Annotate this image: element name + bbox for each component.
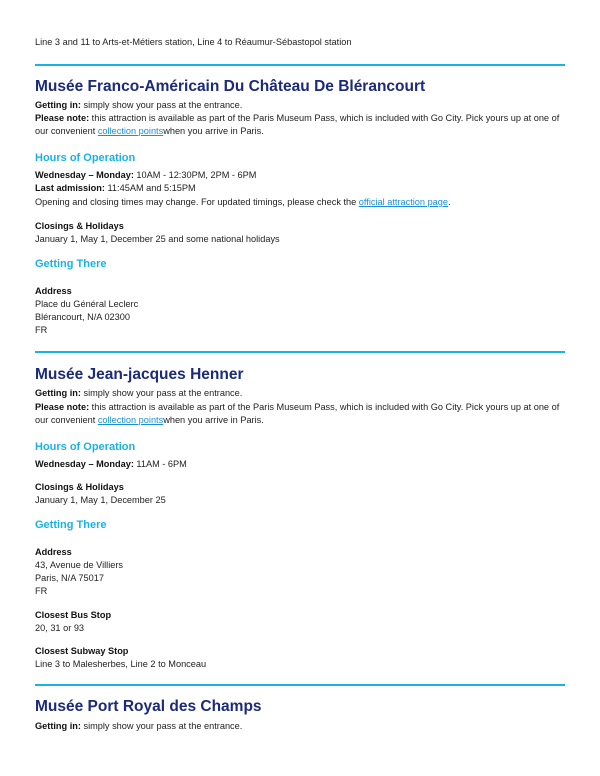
section-divider	[35, 64, 565, 66]
section-title: Musée Jean-jacques Henner	[35, 366, 244, 383]
section-divider	[35, 684, 565, 686]
official-attraction-page-link[interactable]: official attraction page	[358, 197, 449, 207]
bus-stop-label: Closest Bus Stop	[35, 610, 112, 620]
getting-in-line	[35, 99, 242, 112]
section-divider	[35, 351, 565, 353]
please-note-label: Please note:	[35, 402, 90, 412]
last-admission-value: 11:45AM and 5:15PM	[104, 183, 196, 193]
please-note-text-3: when you arrive in Paris.	[163, 415, 264, 425]
last-admission-line	[35, 182, 196, 195]
please-note-text-3: when you arrive in Paris.	[163, 126, 264, 136]
hours-value: 10AM - 12:30PM, 2PM - 6PM	[133, 170, 257, 180]
please-note-text-2: our convenient	[35, 126, 98, 136]
please-note-text: this attraction is available as part of the Paris Museum Pass, which is included with Go City. Pick yours up at one of	[89, 402, 560, 412]
closings-value: January 1, May 1, December 25 and some national holidays	[35, 234, 280, 244]
getting-in-text: simply show your pass at the entrance.	[80, 100, 243, 110]
address-label: Address	[35, 286, 72, 296]
hours-label: Wednesday – Monday:	[35, 459, 134, 469]
address-line: FR	[35, 586, 48, 596]
section-title: Musée Franco-Américain Du Château De Blérancourt	[35, 78, 426, 95]
subway-stop-label: Closest Subway Stop	[35, 646, 129, 656]
please-note-text: this attraction is available as part of the Paris Museum Pass, which is included with Go City. Pick yours up at one of	[89, 113, 560, 123]
collection-points-link[interactable]: collection points	[97, 415, 164, 425]
timings-text: Opening and closing times may change. For updated timings, please check the	[35, 197, 359, 207]
bus-stop-value: 20, 31 or 93	[35, 623, 85, 633]
section-title: Musée Port Royal des Champs	[35, 698, 262, 715]
getting-in-line	[35, 387, 242, 400]
hours-heading: Hours of Operation	[35, 152, 136, 164]
address-line: 43, Avenue de Villiers	[35, 560, 124, 570]
hours-value: 11AM - 6PM	[133, 459, 187, 469]
closings-value: January 1, May 1, December 25	[35, 495, 166, 505]
getting-in-line	[35, 720, 242, 733]
closings-label: Closings & Holidays	[35, 482, 124, 492]
closings-label: Closings & Holidays	[35, 221, 124, 231]
hours-label: Wednesday – Monday:	[35, 170, 134, 180]
address-line: Place du Général Leclerc	[35, 299, 139, 309]
please-note-text-2: our convenient	[35, 415, 98, 425]
getting-in-text: simply show your pass at the entrance.	[80, 721, 243, 731]
subway-stop-value: Line 3 to Malesherbes, Line 2 to Monceau	[35, 659, 207, 669]
please-note-line	[35, 401, 559, 414]
getting-there-heading: Getting There	[35, 519, 107, 531]
getting-in-text: simply show your pass at the entrance.	[80, 388, 243, 398]
address-line: Paris, N/A 75017	[35, 573, 104, 583]
please-note-line-2	[35, 414, 264, 427]
last-admission-label: Last admission:	[35, 183, 105, 193]
hours-line	[35, 169, 256, 182]
please-note-label: Please note:	[35, 113, 90, 123]
getting-in-label: Getting in:	[35, 100, 81, 110]
address-line: FR	[35, 325, 48, 335]
getting-in-label: Getting in:	[35, 388, 81, 398]
transit-line: Line 3 and 11 to Arts-et-Métiers station, Line 4 to Réaumur-Sébastopol station	[35, 37, 352, 47]
getting-there-heading: Getting There	[35, 258, 107, 270]
getting-in-label: Getting in:	[35, 721, 81, 731]
hours-heading: Hours of Operation	[35, 441, 136, 453]
please-note-line-2	[35, 125, 264, 138]
address-label: Address	[35, 547, 72, 557]
address-line: Blérancourt, N/A 02300	[35, 312, 130, 322]
collection-points-link[interactable]: collection points	[97, 126, 164, 136]
timings-end: .	[448, 197, 451, 207]
timings-note	[35, 196, 451, 209]
hours-line	[35, 458, 187, 471]
please-note-line	[35, 112, 559, 125]
